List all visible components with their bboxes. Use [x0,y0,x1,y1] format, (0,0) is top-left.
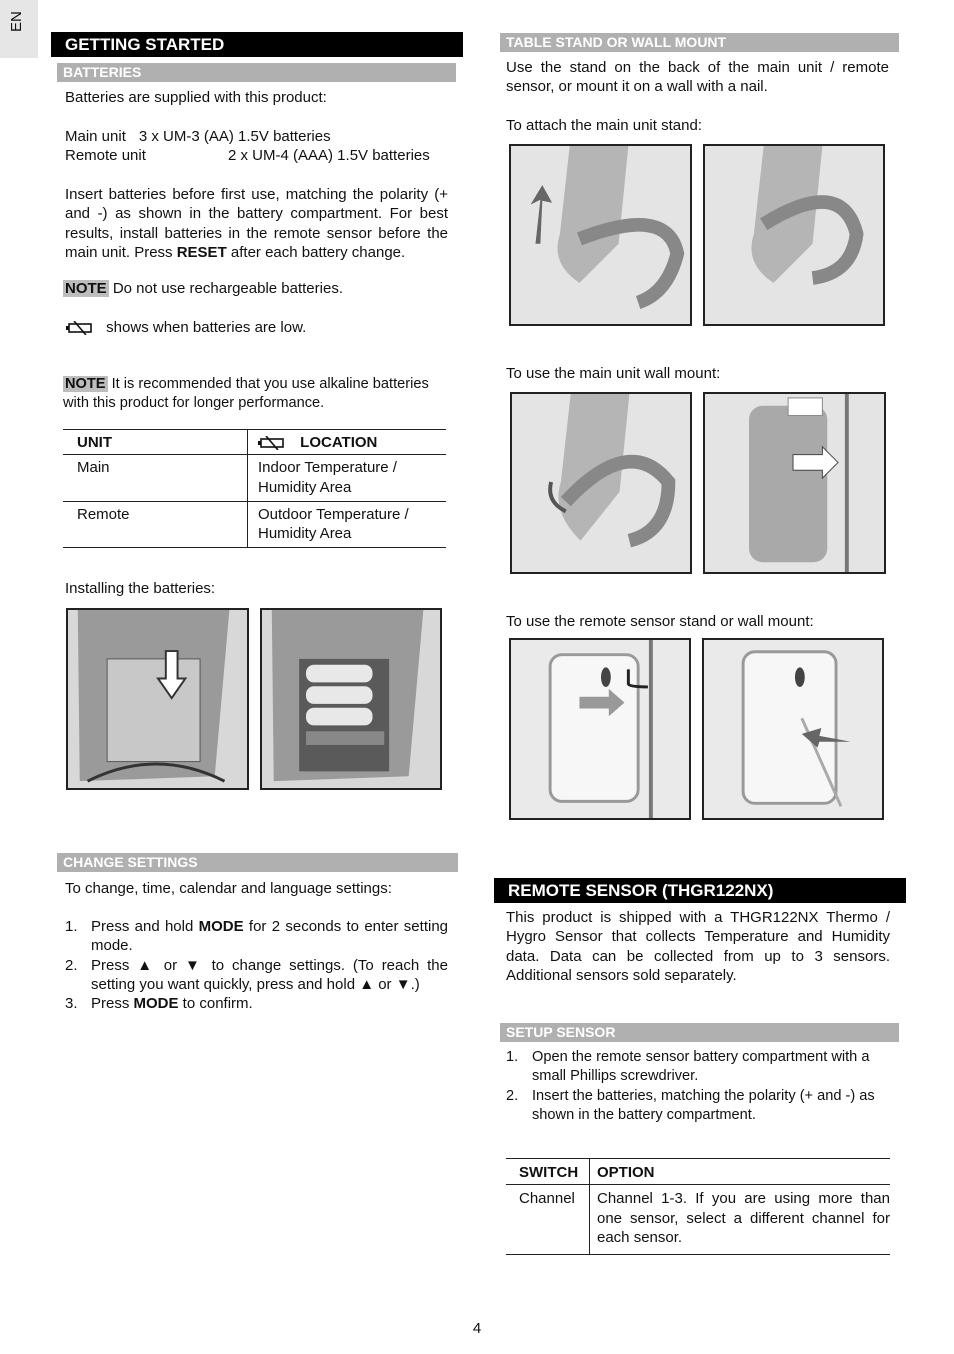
battery-spec-list [65,127,450,166]
remote-mount-caption: To use the remote sensor stand or wall mount: [506,613,814,630]
note-alkaline: NOTE It is recommended that you use alkaline batteries with this product for longer performance. [63,376,429,412]
table-stand-intro: Use the stand on the back of the main unit / remote sensor, or mount it on a wall with a nail. [506,59,889,96]
batteries-intro: Batteries are supplied with this product: [65,89,327,106]
list-item: 2. Insert the batteries, matching the polarity (+ and -) as shown in the battery compartment. [506,1087,875,1123]
list-item: 1. Open the remote sensor battery compartment with a small Phillips screwdriver. [506,1049,870,1085]
wall-mount-caption: To use the main unit wall mount: [506,365,721,382]
low-battery-line [66,318,446,337]
main-unit-batteries: 3 x UM-3 (AA) 1.5V batteries [138,128,331,145]
col-location-header: LOCATION [248,430,447,455]
attach-stand-image-2 [703,144,885,326]
remote-sensor-text: This product is shipped with a THGR122NX Thermo / Hygro Sensor that collects Temperature and Humidity data. Data can be collected from up to 3 sensors. Additional sensors sold separately. [506,909,890,984]
insert-batteries-paragraph: Insert batteries before first use, matching the polarity (+ and -) as shown in the battery compartment. For best results, install batteries in the remote sensor before the main unit. Press RESET after each battery change. [65,186,448,261]
table-row: Main Indoor Temperature / Humidity Area [63,455,446,502]
wall-mount-image-2 [703,392,886,574]
remote-unit-label: Remote unit [65,147,146,165]
unit-location-table [63,429,446,548]
list-item: 1. Press and hold MODE for 2 seconds to enter setting mode. [65,918,449,955]
change-settings-steps [65,917,448,1013]
attach-stand-image-1 [509,144,692,326]
note-rechargeable: NOTE Do not use rechargeable batteries. [65,280,343,297]
main-unit-label: Main unit [65,128,126,145]
batteries-heading: BATTERIES [57,63,456,82]
reset-keyword: RESET [176,243,227,261]
low-battery-text: shows when batteries are low. [106,319,307,336]
col-option-header: OPTION [597,1164,655,1181]
change-settings-heading: CHANGE SETTINGS [57,853,458,872]
low-battery-icon [258,436,288,450]
change-settings-intro: To change, time, calendar and language settings: [65,880,392,897]
remote-mount-image-1 [509,638,691,820]
col-switch-header: SWITCH [506,1159,590,1185]
language-label: EN [8,11,25,32]
note-label: NOTE [65,280,107,297]
col-unit-header: UNIT [63,430,248,455]
page-number: 4 [472,1320,482,1337]
note-label: NOTE [65,376,106,392]
low-battery-icon [66,321,96,335]
remote-sensor-heading: REMOTE SENSOR (THGR122NX) [494,878,906,903]
list-item: 3. Press MODE to confirm. [65,995,253,1013]
list-item: 2. Press ▲ or ▼ to change settings. (To reach the setting you want quickly, press and hold ▲ or ▼.) [65,956,448,993]
remote-mount-image-2 [702,638,884,820]
battery-compartment-image [260,608,442,790]
table-header-row [63,430,446,455]
getting-started-heading: GETTING STARTED [51,32,463,57]
battery-cover-image [66,608,249,790]
wall-mount-image-1 [510,392,692,574]
setup-sensor-steps [506,1048,890,1125]
table-row: Remote Outdoor Temperature / Humidity Area [63,501,446,548]
remote-unit-batteries: 2 x UM-4 (AAA) 1.5V batteries [228,147,430,165]
table-header-row [506,1159,890,1185]
table-stand-heading: TABLE STAND OR WALL MOUNT [500,33,899,52]
setup-sensor-heading: SETUP SENSOR [500,1023,899,1042]
attach-stand-caption: To attach the main unit stand: [506,117,702,134]
installing-batteries-caption: Installing the batteries: [65,580,216,597]
table-row: Channel Channel 1-3. If you are using more than one sensor, select a different channel for each sensor. [506,1185,890,1255]
switch-option-table [506,1158,890,1255]
language-tab [0,0,38,58]
